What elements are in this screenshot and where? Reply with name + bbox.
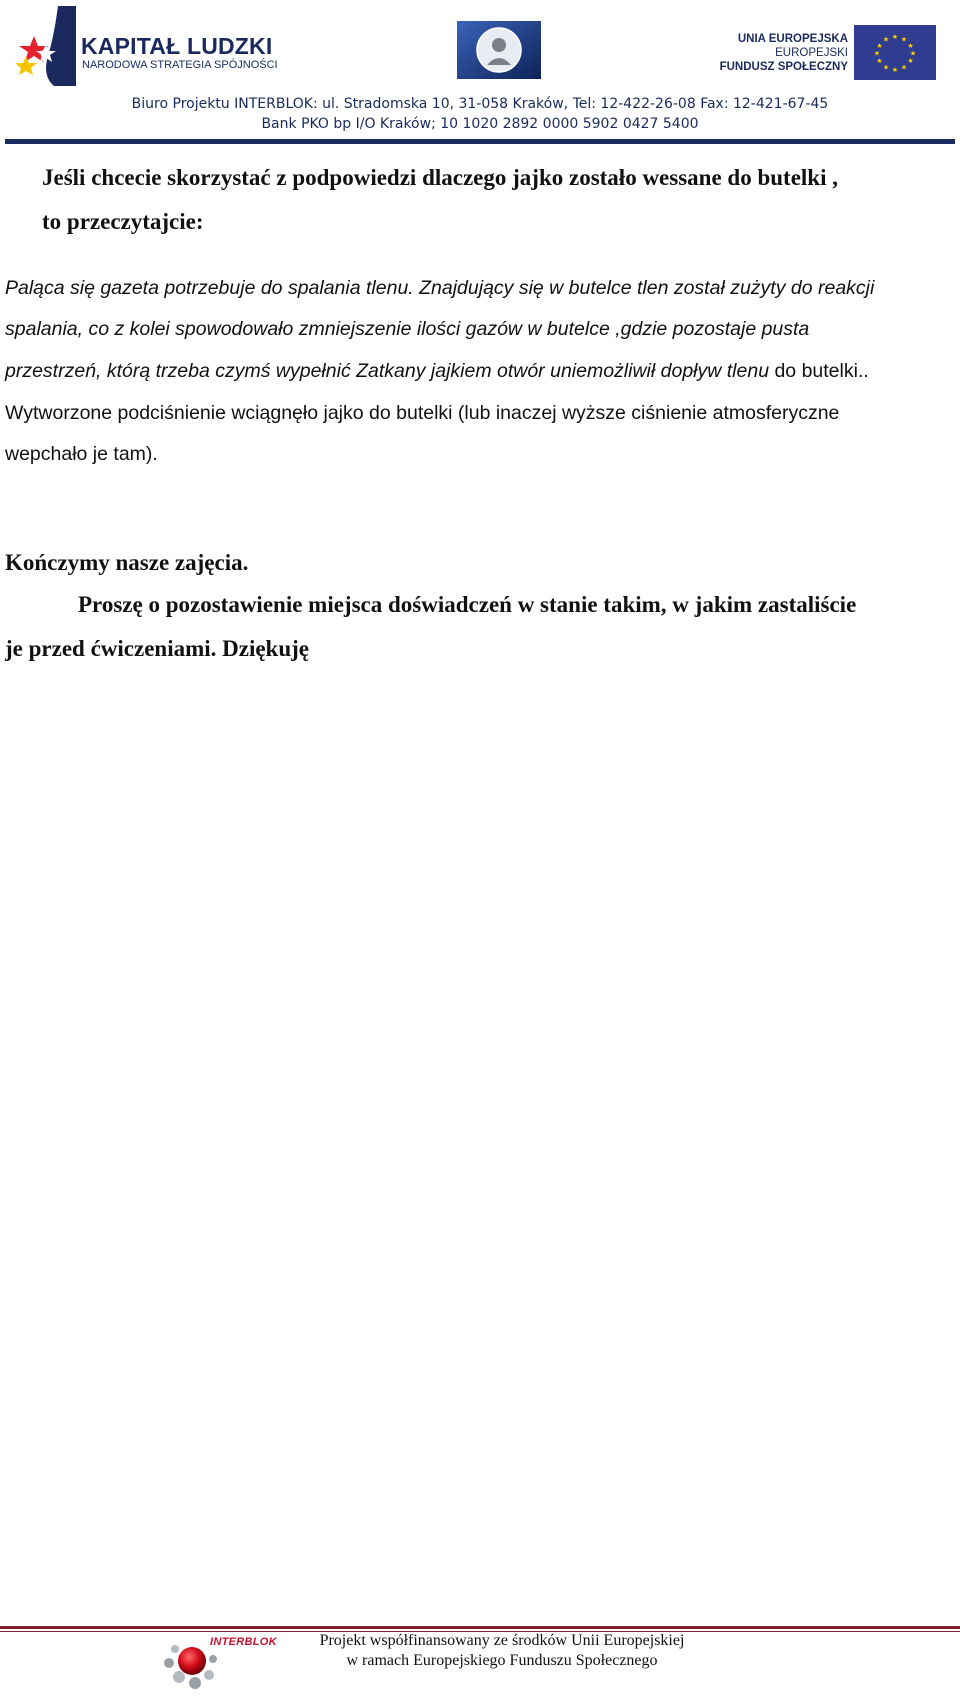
svg-text:★: ★ [891,33,899,41]
svg-text:★: ★ [882,63,890,72]
explanation-line-1-text: Paląca się gazeta potrzebuje do spalania tlenu. Znajdujący się w butelce tlen został zużyty do reakcji [5,277,875,299]
footer-divider-thick [0,1626,960,1629]
explanation-line-2 [5,318,809,341]
hint-question-line-1: Jeśli chcecie skorzystać z podpowiedzi dlaczego jajko zostało wessane do butelki , [42,165,838,190]
svg-text:★: ★ [900,35,908,44]
header-divider [5,139,955,144]
eu-line-1: UNIA EUROPEJSKA [737,33,848,45]
header-address: Biuro Projektu INTERBLOK: ul. Stradomska 10, 31-058 Kraków, Tel: 12-422-26-08 Fax: 12-421-67-45 [131,96,829,112]
svg-text:★: ★ [907,42,914,50]
interblok-logo-text: INTERBLOK [210,1636,277,1648]
explanation-line-1 [5,277,874,300]
kapital-ludzki-stars-icon [14,6,76,86]
school-emblem-logo [457,21,541,79]
hint-question-line-2: to przeczytajcie: [42,209,204,234]
header-bank-account: Bank PKO bp I/O Kraków; 10 1020 2892 0000 5902 0427 5400 [261,116,699,132]
svg-text:★: ★ [900,63,908,72]
eu-line-2: EUROPEJSKI [775,47,848,59]
eu-logo [720,24,940,82]
explanation-line-3-rest: do butelki.. [769,360,869,382]
explanation-line-5: wepchało je tam). [5,443,158,465]
eu-line-3: FUNDUSZ SPOŁECZNY [719,61,848,73]
svg-text:★: ★ [876,57,883,65]
footer-cofinancing-line-1: Projekt współfinansowany ze środków Unii Europejskiej [319,1632,685,1649]
svg-text:★: ★ [891,66,899,74]
eu-flag-icon [854,25,936,80]
svg-text:★: ★ [882,35,890,44]
footer-cofinancing-line-2: w ramach Europejskiego Funduszu Społecznego [346,1652,658,1669]
kapital-ludzki-title: KAPITAŁ LUDZKI [81,33,273,59]
closing-line-3: je przed ćwiczeniami. Dziękuję [5,636,310,661]
explanation-line-3-italic: przestrzeń, którą trzeba czymś wypełnić Zatkany jajkiem otwór uniemożliwił dopływ tlenu [5,360,770,382]
svg-text:★: ★ [907,57,914,65]
closing-heading: Kończymy nasze zajęcia. [5,550,249,575]
explanation-line-4: Wytworzone podciśnienie wciągnęło jajko do butelki (lub inaczej wyższe ciśnienie atmosferyczne [5,402,840,424]
closing-line-2: Proszę o pozostawienie miejsca doświadczeń w stanie takim, w jakim zastaliście [78,592,857,617]
explanation-line-2-text: spalania, co z kolei spowodowało zmniejszenie ilości gazów w butelce ,gdzie pozostaje pusta [5,318,810,340]
portrait-emblem-icon [457,21,541,79]
svg-text:★: ★ [873,49,881,58]
explanation-line-3 [5,360,869,383]
svg-text:★: ★ [876,42,883,50]
interblok-logo [155,1633,275,1693]
svg-text:★: ★ [909,49,917,58]
kapital-ludzki-logo [14,6,278,86]
kapital-ludzki-subtitle: NARODOWA STRATEGIA SPÓJNOŚCI [82,59,278,71]
